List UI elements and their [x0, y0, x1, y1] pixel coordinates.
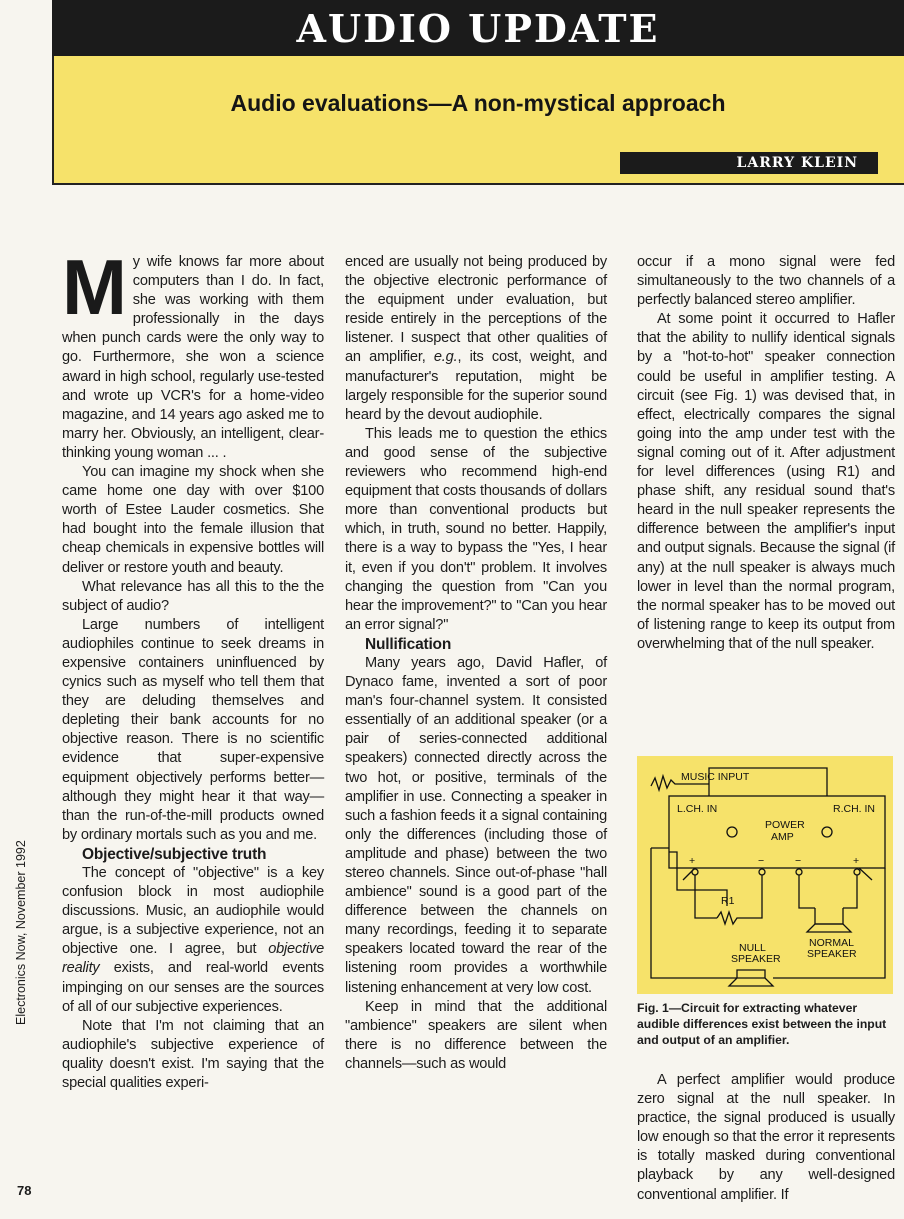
column-3-continued — [637, 1071, 895, 1205]
label-null: NULL — [739, 942, 766, 954]
paragraph — [62, 243, 324, 463]
label-normal: NORMAL — [809, 937, 854, 949]
paragraph-text: y wife knows far more about computers than I do. In fact, she was working with them professionally in the days when punch cards were the only way to go. Furthermore, she won a science award in high school, regularly use-tested and wrote up VCR's for a home-video magazine, and 14 years ago asked me to marry her. Obviously, an intelligent, clear-thinking young woman ... . — [62, 254, 324, 461]
paragraph-text: , its cost, weight, and manufacturer's reputation, might be largely responsible for the superior sound heard by the devout audiophile. — [345, 349, 607, 423]
label-amp: AMP — [771, 831, 794, 843]
null-speaker-magnet — [737, 970, 765, 978]
margin-caption: Electronics Now, November 1992 — [14, 840, 28, 1025]
circuit-figure — [637, 756, 893, 994]
label-lch-in: L.CH. IN — [677, 803, 718, 815]
column-1 — [62, 243, 324, 1093]
paragraph — [62, 864, 324, 1017]
figure-caption: Fig. 1—Circuit for extracting whatever audible differences exist between the input and output of an amplifier. — [637, 1001, 887, 1047]
terminal-l-minus — [759, 869, 765, 875]
normal-speaker-magnet — [815, 908, 843, 924]
emphasis: objective reality — [62, 941, 324, 977]
subhead: Objective/subjective truth — [82, 845, 267, 863]
paragraph: You can imagine my shock when she came home one day with over $100 worth of Estee Lauder cosmetics. She had bought into the female illusion that cheap chemicals in expensive bottles will deliver or restore youth and beauty. — [62, 464, 324, 576]
label-power: POWER — [765, 819, 805, 831]
label-plus-left: + — [689, 855, 696, 867]
rch-jack — [822, 827, 832, 837]
label-r1: R1 — [721, 895, 735, 907]
article-subtitle: Audio evaluations—A non-mystical approach — [230, 90, 726, 116]
label-rch-in: R.CH. IN — [833, 803, 875, 815]
paragraph-text: exists, and real-world events impinging on our senses are the sources of all of our subjective experiences. — [62, 960, 324, 1015]
label-null-speaker: SPEAKER — [731, 953, 781, 965]
drop-cap: M — [62, 243, 127, 331]
paragraph: At some point it occurred to Hafler that the ability to nullify identical signals by a "hot-to-hot" speaker connection could be useful in amplifier testing. A circuit (see Fig. 1) was devised that, in effect, electrically compares the signal going into the amp under test with the signal coming out of it. After adjustment for level differences (using R1) and phase shift, any residual sound that's heard in the null speaker represents the difference between the amplifier's input and output signals. Because the signal (if any) at the null speaker is always much lower in level than the normal program, the normal speaker has to be moved out of listening range to keep its output from overwhelming that of the null speaker. — [637, 311, 895, 652]
section-title: AUDIO UPDATE — [296, 6, 660, 51]
terminal-r-minus — [796, 869, 802, 875]
paragraph — [345, 253, 607, 425]
label-minus-left: − — [758, 855, 765, 867]
column-2 — [345, 253, 607, 1074]
label-normal-speaker: SPEAKER — [807, 948, 857, 960]
paragraph: Large numbers of intelligent audiophiles continue to seek dreams in expensive containers uninfluenced by cynics such as myself who tell them that they are deluding themselves and depleting their bank accounts for no objective reason. There is no scientific evidence that super-expensive equipment objectively performs better—although they might hear it that way—than the run-of-the-mill products owned by ordinary mortals such as you and me. — [62, 616, 324, 843]
author-byline: LARRY KLEIN — [620, 152, 878, 174]
label-minus-right: − — [795, 855, 802, 867]
label-music-input: MUSIC INPUT — [681, 771, 750, 783]
emphasis: e.g. — [433, 349, 458, 366]
circuit-diagram — [637, 756, 893, 994]
subhead: Nullification — [365, 635, 452, 653]
paragraph-text: enced are usually not being produced by the objective electronic performance of the equipment under evaluation, but reside entirely in the perceptions of the listener. I suspect that other qualities of an amplifier, — [345, 254, 607, 366]
column-3 — [637, 253, 895, 654]
normal-speaker-cone — [807, 924, 851, 932]
page-number: 78 — [17, 1183, 32, 1198]
label-plus-right: + — [853, 855, 860, 867]
paragraph: What relevance has all this to the the subject of audio? — [62, 578, 324, 614]
paragraph: Note that I'm not claiming that an audiophile's subjective experience of quality doesn't exist. I'm saying that the special qualities experi- — [62, 1017, 324, 1092]
paragraph: This leads me to question the ethics and good sense of the subjective reviewers who recommend high-end equipment that costs thousands of dollars more than conventional products but which, in truth, sound no better. Happily, there is a way to bypass the "Yes, I hear it, even if you don't" problem. It involves changing the question from "Can you hear the improvement?" to "Can you hear an error signal?" — [345, 425, 607, 633]
terminal-r-plus — [854, 869, 860, 875]
lch-jack — [727, 827, 737, 837]
paragraph: Many years ago, David Hafler, of Dynaco fame, invented a sort of poor man's four-channel system. It consisted essentially of an additional speaker (or a pair of series-connected additional speakers) connected directly across the two hot, or positive, terminals of the amplifier in use. Connecting a speaker in such a fashion feeds it a signal containing only the differences (including those of amplitude and phase) between the two stereo channels. Since out-of-phase "hall ambience" sound is a good part of the difference between the channels on many recordings, feeding it to separate speakers located toward the rear of the listening room provides a worthwhile listening enhancement at very low cost. — [345, 654, 607, 996]
null-speaker-cone — [729, 978, 773, 986]
paragraph: Keep in mind that the additional "ambience" speakers are silent when there is no difference between the channels—such as would — [345, 998, 607, 1072]
paragraph: A perfect amplifier would produce zero signal at the null speaker. In practice, the signal produced is usually low enough so that the error it represents is totally masked during conventional playback by any well-designed conventional amplifier. If — [637, 1072, 895, 1203]
paragraph: occur if a mono signal were fed simultaneously to the two channels of a perfectly balanced stereo amplifier. — [637, 254, 895, 309]
paragraph-text: The concept of "objective" is a key confusion block in most audiophile discussions. Music, an audiophile would argue, is a subjective experience, not an objective one. I agree, but — [62, 865, 324, 958]
